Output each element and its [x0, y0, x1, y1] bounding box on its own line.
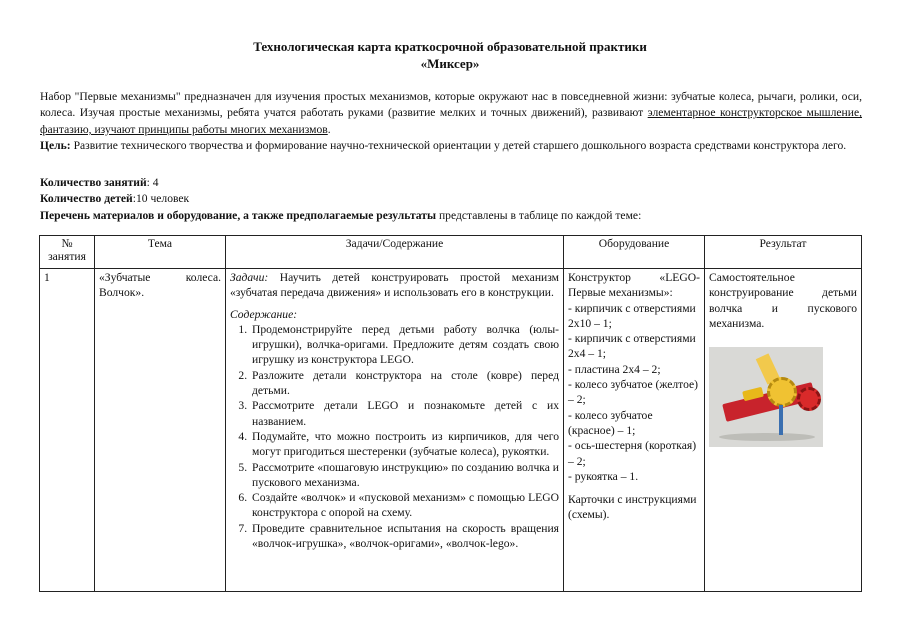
header-equipment: Оборудование	[564, 236, 705, 269]
children-value: :10 человек	[132, 192, 190, 206]
intro-underlined-text: элементарное конструкторское мышление, фантазию, изучают принципы работы многих механизмов	[40, 106, 862, 136]
meta-section	[40, 175, 862, 224]
equipment-cards: Карточки с инструкциями (схемы).	[568, 493, 697, 522]
materials-label: Перечень материалов и оборудование, а также предполагаемые результаты	[40, 208, 437, 222]
red-gear-icon	[797, 387, 821, 411]
title-line-2: «Миксер»	[420, 56, 480, 71]
list-item: - колесо зубчатое (красное) – 1;	[568, 408, 653, 437]
sessions-value: : 4	[146, 176, 159, 189]
goal-text: Развитие технического творчества и формирование научно-технической ориентации у детей старшего дошкольного возраста средствами конструктора лего.	[70, 139, 847, 153]
goal-label: Цель:	[40, 139, 71, 153]
cell-result	[705, 269, 862, 592]
equipment-title: Конструктор «LEGO-Первые механизмы»:	[568, 271, 700, 300]
lego-model-photo	[709, 347, 823, 447]
header-result: Результат	[705, 236, 862, 269]
result-text: Самостоятельное конструирование детьми волчка и пускового механизма.	[709, 271, 857, 330]
list-item: - кирпичик с отверстиями 2x10 – 1;	[568, 301, 696, 330]
tasks-label: Задачи:	[230, 271, 269, 284]
list-item: - колесо зубчатое (желтое) – 2;	[568, 378, 699, 407]
content-steps	[230, 322, 559, 551]
lesson-table	[39, 235, 862, 592]
yellow-gear-icon	[767, 377, 797, 407]
cell-num: 1	[40, 269, 95, 592]
list-item: - ось-шестерня (короткая) – 2;	[568, 439, 697, 468]
header-num: № занятия	[40, 236, 95, 269]
list-item: 7. Проведите сравнительное испытания на скорость вращения «волчок-игрушка», «волчок-оригами», «волчок-lego».	[250, 521, 559, 552]
list-item: - рукоятка – 1.	[568, 469, 639, 483]
children-line	[40, 191, 862, 207]
table-row	[40, 269, 862, 592]
intro-paragraph	[40, 89, 862, 138]
goal-paragraph	[40, 138, 862, 154]
intro-section	[40, 89, 862, 155]
blue-axle-shape	[779, 405, 783, 435]
equipment-list	[568, 301, 700, 485]
sessions-line	[40, 175, 862, 191]
list-item: 3. Рассмотрите детали LEGO и познакомьте детей с их названием.	[250, 398, 559, 429]
materials-line	[40, 208, 862, 224]
photo-shadow	[719, 433, 815, 441]
children-label: Количество детей	[40, 192, 133, 206]
cell-theme: «Зубчатые колеса. Волчок».	[95, 269, 226, 592]
intro-text: Набор "Первые механизмы" предназначен для изучения простых механизмов, которые окружают нас в повседневной жизни: зубчатые колеса, рычаги, ролики, оси, колеса. Изучая простые механизмы, ребята учатся работать руками (развитие мелких и точных движений), развивают	[40, 90, 862, 120]
list-item: 5. Рассмотрите «пошаговую инструкцию» по созданию волчка и пускового механизма.	[250, 460, 559, 491]
document-title	[0, 38, 900, 72]
cell-tasks	[226, 269, 564, 592]
cell-equipment	[564, 269, 705, 592]
list-item: - кирпичик с отверстиями 2x4 – 1;	[568, 332, 696, 361]
sessions-label: Количество занятий	[40, 176, 147, 189]
list-item: 4. Подумайте, что можно построить из кирпичиков, для чего могут пригодиться шестеренки (зубчатые колеса), рукоятки.	[250, 429, 559, 460]
header-tasks: Задачи/Содержание	[226, 236, 564, 269]
table-header-row	[40, 236, 862, 269]
tasks-text: Научить детей конструировать простой механизм «зубчатая передача движения» и использовать его в конструкции.	[230, 271, 559, 300]
tasks-paragraph	[230, 270, 559, 301]
list-item: 1. Продемонстрируйте перед детьми работу волчка (юлы-игрушки), волчка-оригами. Предложите детям создать свою игрушку из конструктора LEGO.	[250, 322, 559, 368]
list-item: 2. Разложите детали конструктора на столе (ковре) перед детьми.	[250, 368, 559, 399]
content-label: Содержание:	[230, 307, 298, 321]
list-item: 6. Создайте «волчок» и «пусковой механизм» с помощью LEGO конструктора с опорой на схему.	[250, 490, 559, 521]
materials-text: представлены в таблице по каждой теме:	[436, 208, 642, 222]
header-theme: Тема	[95, 236, 226, 269]
list-item: - пластина 2x4 – 2;	[568, 362, 661, 376]
title-line-1: Технологическая карта краткосрочной образовательной практики	[253, 39, 647, 54]
intro-text-end: .	[327, 122, 331, 136]
